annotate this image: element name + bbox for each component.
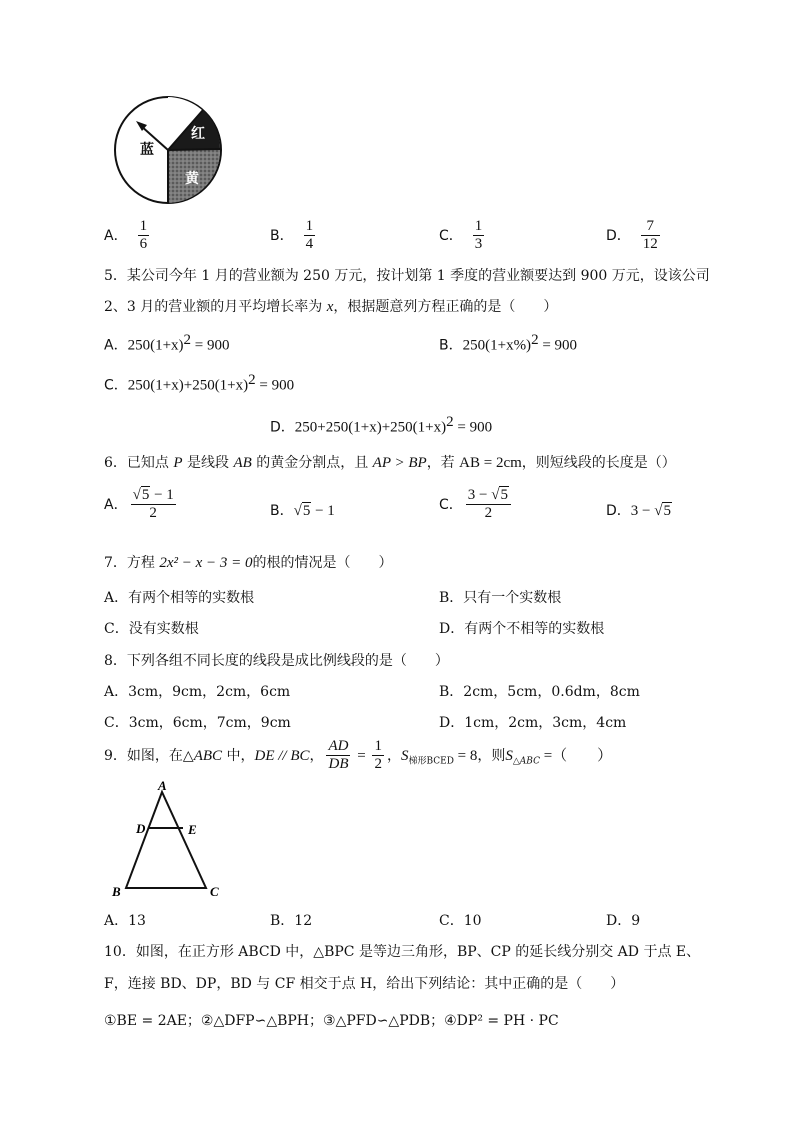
q6-stem: 6．已知点 P 是线段 AB 的黄金分割点，且 AP > BP，若 AB = 2cm，则短线段的长度是（）	[104, 455, 676, 471]
spinner-yellow-label: 黄	[185, 171, 199, 187]
q7-stem: 7．方程 2x² − x − 3 = 0的根的情况是（ ）	[104, 555, 393, 571]
q7-option-b: B．只有一个实数根	[439, 590, 562, 606]
q6-option-b: B．√5 − 1	[270, 503, 335, 519]
q4-option-a: A． $\frac{1}{6}$	[104, 218, 148, 253]
q5-line1: 5．某公司今年 1 月的营业额为 250 万元，按计划第 1 季度的营业额要达到 900 万元，设该公司	[104, 268, 710, 284]
q10-line2: F，连接 BD、DP，BD 与 CF 相交于点 H，给出下列结论：其中正确的是（ ）	[104, 976, 625, 992]
q7-option-c: C．没有实数根	[104, 621, 199, 637]
q6-option-d: D．3 − √5	[606, 503, 671, 519]
vertex-a-label: A	[158, 778, 167, 793]
q8-stem: 8．下列各组不同长度的线段是成比例线段的是（ ）	[104, 653, 449, 669]
q9-option-a: A．13	[104, 913, 146, 929]
triangle-abc	[126, 792, 206, 888]
vertex-b-label: B	[112, 884, 121, 899]
q9-option-d: D．9	[606, 913, 641, 929]
q4-option-c: C． $\frac{1}{3}$	[439, 218, 483, 253]
q7-option-a: A．有两个相等的实数根	[104, 590, 255, 606]
q4-option-d: D． $\frac{7}{12}$	[606, 218, 658, 253]
vertex-c-label: C	[210, 884, 219, 899]
q8-option-c: C．3cm，6cm，7cm，9cm	[104, 715, 291, 731]
vertex-d-label: D	[136, 821, 146, 836]
q5-option-a: A．$250(1+x)^2 = 900$	[104, 332, 230, 354]
spinner-blue-label: 蓝	[140, 142, 154, 158]
q9-option-b: B．12	[270, 913, 313, 929]
triangle-figure	[108, 778, 232, 900]
q9-stem: 9．如图，在△ABC 中，DE // BC， $\frac{AD}{DB}$ = $\frac{1}{2}$ ，$S_{梯形BCED} = 8$，则$S_{\triangle ABC}$ =（ ）	[104, 738, 613, 773]
q7-option-d: D．有两个不相等的实数根	[439, 621, 605, 637]
q6-option-a: A． $\frac{√5 - 1}{2}$	[104, 487, 174, 522]
q5-line2: 2、3 月的营业额的月平均增长率为 x，根据题意列方程正确的是（ ）	[104, 299, 558, 315]
q10-line3: ①BE = 2AE；②△DFP∽△BPH；③△PFD∽△PDB；④DP² = PH · PC	[104, 1013, 559, 1029]
vertex-e-label: E	[188, 822, 197, 837]
q4-option-b: B． $\frac{1}{4}$	[270, 218, 314, 253]
q8-option-d: D．1cm，2cm，3cm，4cm	[439, 715, 627, 731]
q5-option-d: D．$250+250(1+x)+250(1+x)^2 = 900$	[270, 414, 493, 436]
q8-option-b: B．2cm，5cm，0.6dm，8cm	[439, 684, 640, 700]
q8-option-a: A．3cm，9cm，2cm，6cm	[104, 684, 291, 700]
q5-option-b: B．$250(1+x\%)^2 = 900$	[439, 332, 578, 354]
q6-option-c: C． $\frac{3 - √5}{2}$	[439, 487, 514, 523]
q9-option-c: C．10	[439, 913, 482, 929]
spinner-figure	[112, 94, 224, 206]
q5-option-c: C．$250(1+x)+250(1+x)^2 = 900$	[104, 372, 295, 394]
spinner-red-label: 红	[191, 126, 205, 142]
q10-line1: 10．如图，在正方形 ABCD 中，△BPC 是等边三角形，BP、CP 的延长线分别交 AD 于点 E、	[104, 944, 701, 960]
